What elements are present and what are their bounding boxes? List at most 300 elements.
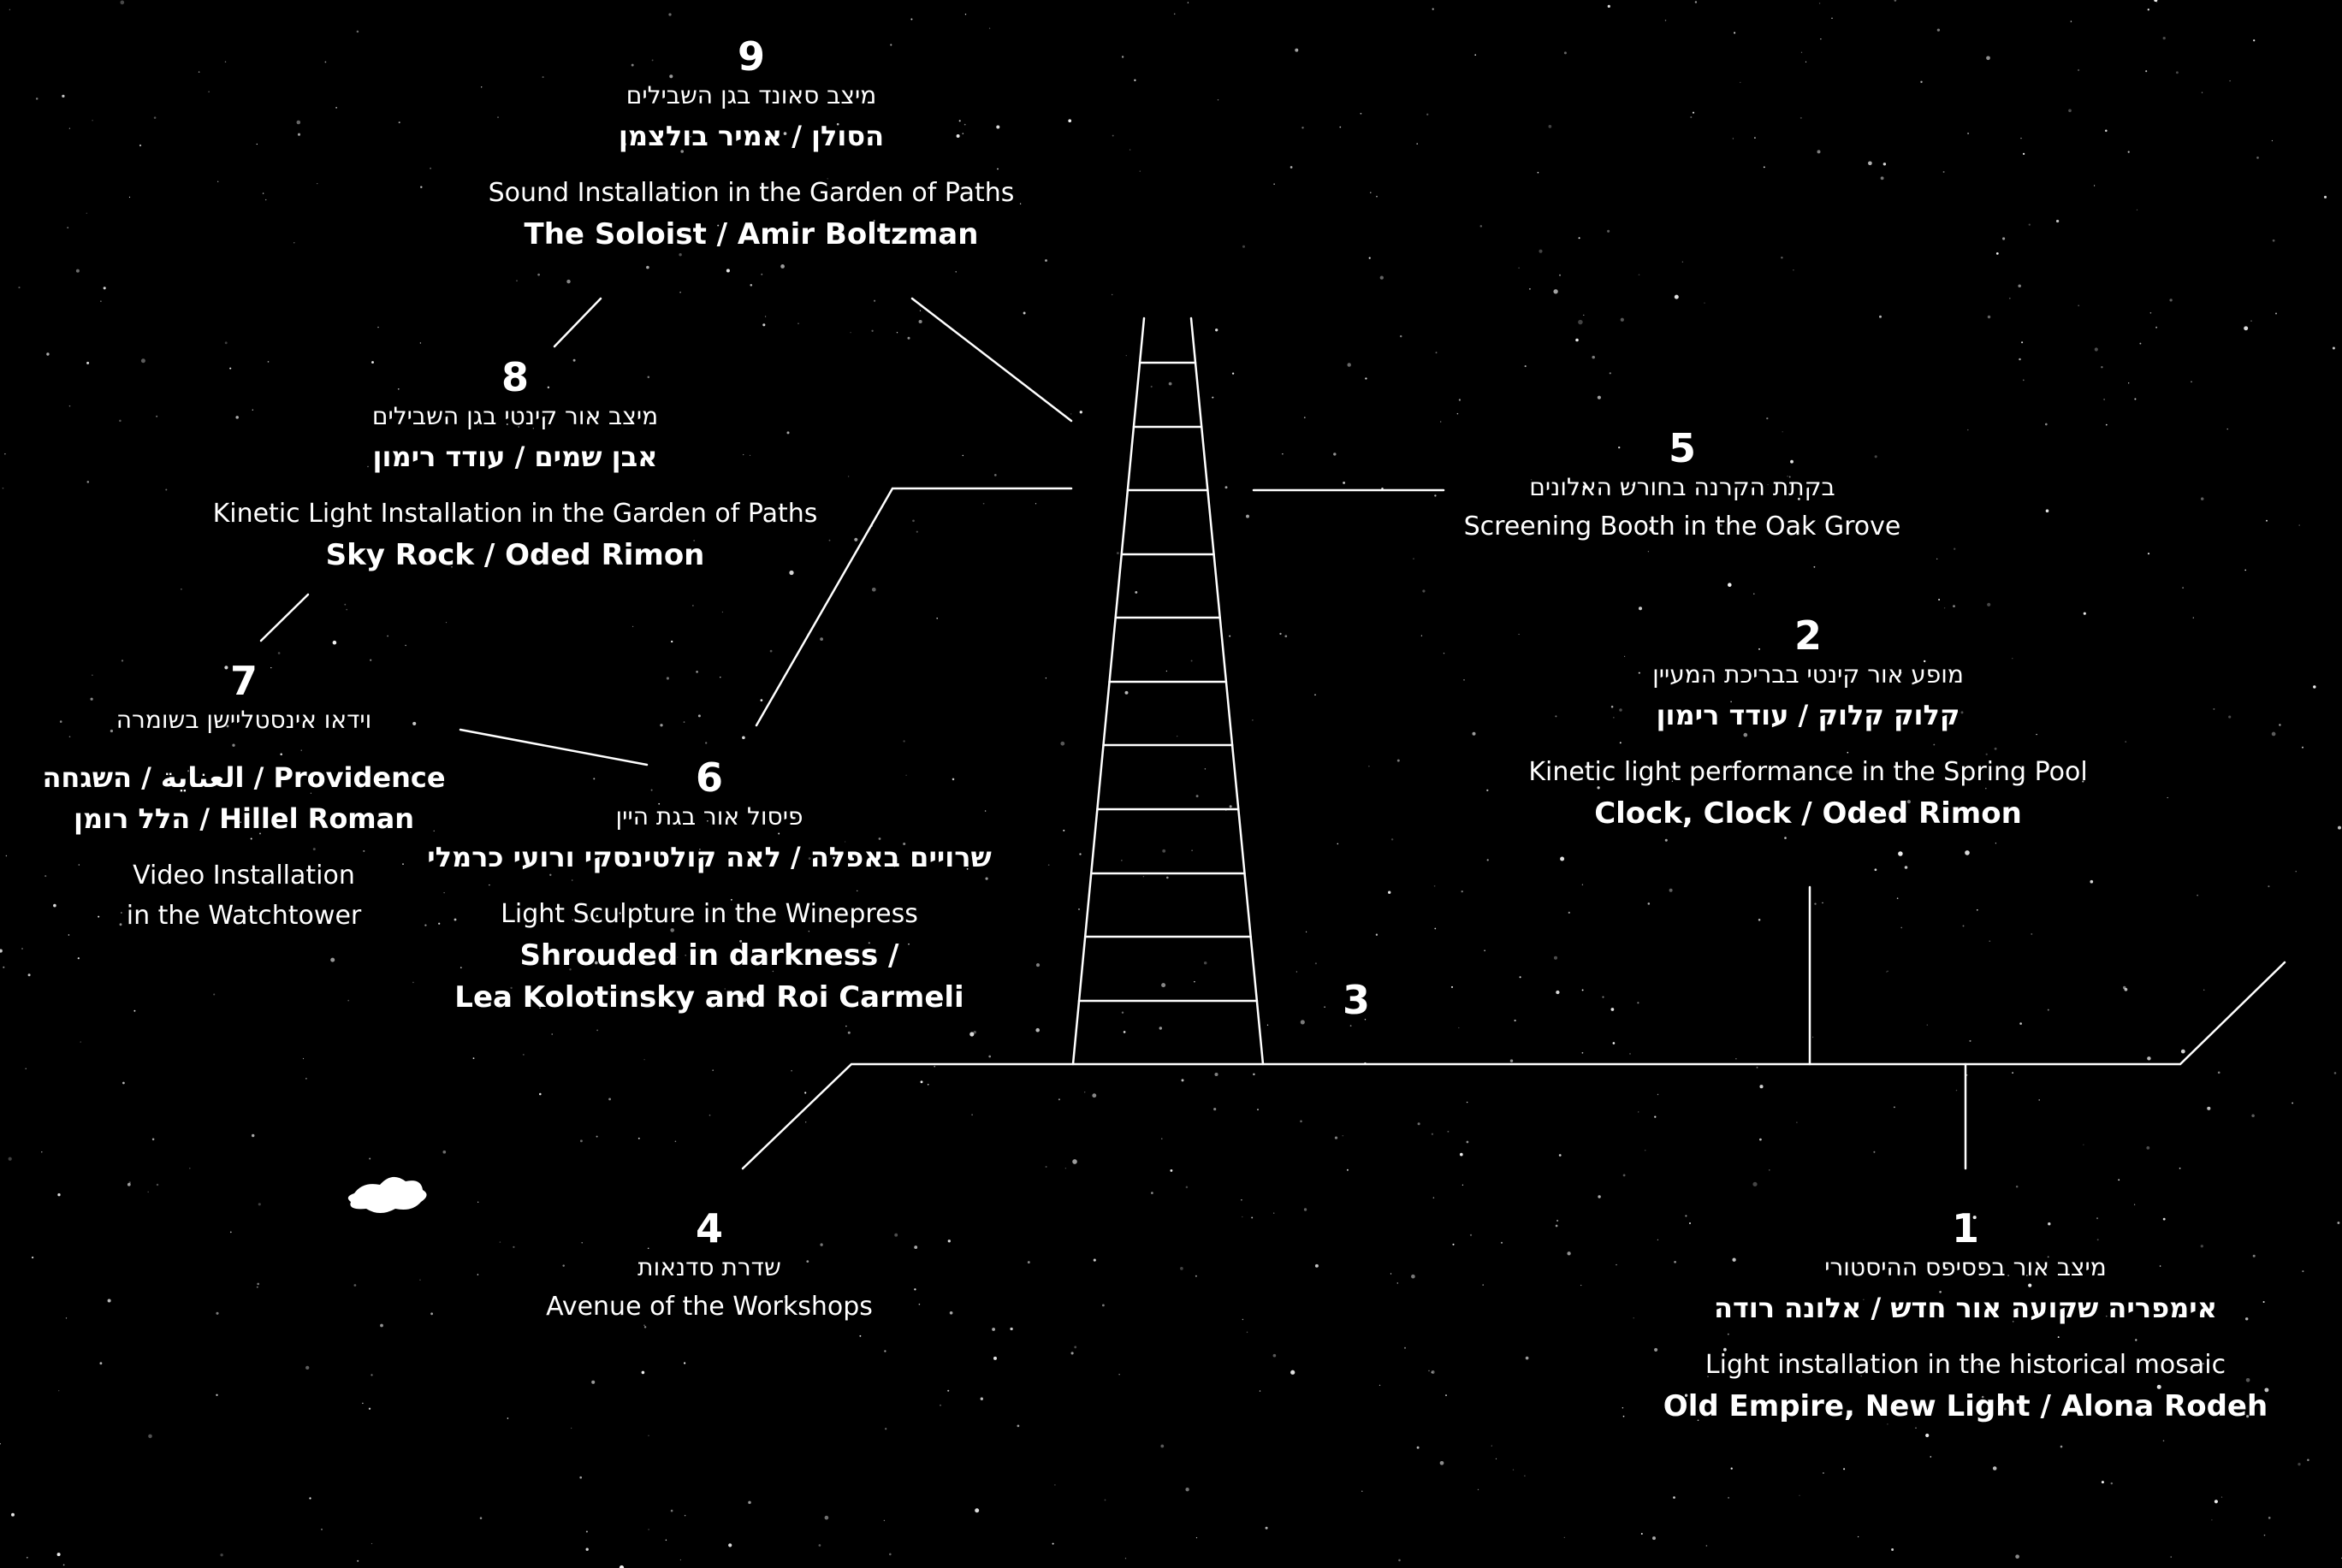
star-speck <box>86 362 89 364</box>
star-speck <box>956 271 957 272</box>
star-speck <box>632 626 633 627</box>
star-speck <box>1166 877 1169 879</box>
star-speck <box>596 1030 598 1032</box>
star-speck <box>1170 1169 1172 1172</box>
star-speck <box>1135 591 1137 594</box>
star-speck <box>1460 1153 1463 1157</box>
star-speck <box>1246 515 1249 518</box>
star-speck <box>2016 1186 2019 1188</box>
stop-english-work: Old Empire, New Light / Alona Rodeh <box>1663 1388 2268 1423</box>
star-speck <box>1390 1273 1391 1274</box>
star-speck <box>480 1517 483 1519</box>
star-speck <box>1858 1536 1859 1537</box>
star-speck <box>305 1078 306 1079</box>
star-speck <box>1639 606 1642 610</box>
star-speck <box>537 274 540 276</box>
stop-number: 6 <box>695 754 724 801</box>
star-speck <box>2333 346 2335 349</box>
star-speck <box>298 133 300 136</box>
star-speck <box>2146 1146 2149 1150</box>
star-speck <box>67 227 68 228</box>
star-speck <box>696 671 698 673</box>
star-speck <box>591 1381 595 1384</box>
stop-3 <box>1343 979 1370 1021</box>
star-speck <box>1977 909 1978 911</box>
star-speck <box>1578 320 1583 325</box>
star-speck <box>1273 184 1274 185</box>
star-speck <box>1621 318 1624 322</box>
star-speck <box>1886 971 1887 972</box>
star-speck <box>2095 347 2098 351</box>
star-speck <box>1462 891 1463 892</box>
star-speck <box>257 144 258 145</box>
star-speck <box>1213 1108 1216 1110</box>
star-speck <box>2029 223 2031 225</box>
stop-hebrew-work: Providence / العناية / השגחה <box>42 761 446 795</box>
connector-8 <box>261 595 308 641</box>
star-speck <box>1793 269 1794 270</box>
star-speck <box>2078 305 2079 306</box>
star-speck <box>1629 1053 1631 1055</box>
star-speck <box>2266 520 2268 522</box>
star-speck <box>2150 312 2152 314</box>
star-speck <box>845 1026 846 1027</box>
star-speck <box>477 1274 479 1275</box>
stop-number: 5 <box>1668 425 1696 471</box>
star-speck <box>1654 1348 1657 1352</box>
star-speck <box>2197 895 2198 896</box>
star-speck <box>154 116 157 119</box>
star-speck <box>1196 1537 1197 1538</box>
star-speck <box>1943 171 1945 173</box>
stop-hebrew-title: מיצב אור בפסיפס ההיסטורי <box>1824 1253 2107 1282</box>
star-speck <box>119 420 122 423</box>
star-speck <box>1397 1282 1398 1283</box>
star-speck <box>2279 724 2280 725</box>
star-speck <box>1637 1002 1639 1003</box>
star-speck <box>1963 925 1965 926</box>
star-speck <box>1487 859 1489 861</box>
star-speck <box>1693 112 1694 114</box>
star-speck <box>1045 259 1047 262</box>
star-speck <box>420 342 421 343</box>
star-speck <box>442 1151 446 1154</box>
star-speck <box>57 1553 61 1556</box>
star-speck <box>335 107 337 109</box>
star-speck <box>1881 176 1884 180</box>
star-speck <box>928 1084 929 1086</box>
star-speck <box>2211 1519 2212 1520</box>
star-speck <box>1996 252 1999 255</box>
star-speck <box>258 1203 261 1205</box>
star-speck <box>1639 274 1640 275</box>
star-speck <box>666 1540 667 1541</box>
star-speck <box>412 982 414 984</box>
star-speck <box>1215 328 1218 331</box>
star-speck <box>325 62 327 63</box>
star-speck <box>2019 358 2021 361</box>
star-speck <box>1048 864 1050 866</box>
star-speck <box>660 724 662 726</box>
star-speck <box>1559 275 1561 276</box>
star-speck <box>2105 130 2108 133</box>
star-speck <box>523 1054 525 1056</box>
star-speck <box>994 474 997 476</box>
star-speck <box>1284 635 1287 637</box>
star-speck <box>62 95 64 98</box>
star-speck <box>263 192 264 193</box>
stop-hebrew-title: בקתת הקרנה בחורש האלונים <box>1529 473 1835 502</box>
star-speck <box>57 1193 60 1196</box>
star-speck <box>1253 1074 1254 1075</box>
star-speck <box>2068 109 2072 112</box>
star-speck <box>1784 837 1787 839</box>
star-speck <box>1337 843 1339 845</box>
star-speck <box>1122 1011 1124 1013</box>
star-speck <box>481 86 482 87</box>
stop-english-title: Light Sculpture in the Winepress <box>501 899 918 930</box>
star-speck <box>2244 570 2246 571</box>
star-speck <box>1463 679 1464 680</box>
star-speck <box>220 1553 222 1556</box>
star-speck <box>148 1435 152 1439</box>
star-speck <box>1695 1 1697 3</box>
star-speck <box>446 622 447 623</box>
star-speck <box>936 618 938 619</box>
star-speck <box>1350 1025 1352 1027</box>
star-speck <box>1613 1042 1616 1044</box>
star-speck <box>1823 1472 1824 1474</box>
star-speck <box>1986 56 1990 60</box>
stop-hebrew-work: אימפריה שקועה אור חדש / אלונה רודה <box>1713 1292 2218 1325</box>
star-speck <box>712 1069 714 1071</box>
star-speck <box>1887 971 1888 972</box>
star-speck <box>1036 963 1040 967</box>
stop-number: 2 <box>1794 612 1822 659</box>
star-speck <box>698 714 701 717</box>
star-speck <box>1733 138 1734 139</box>
star-speck <box>362 1403 363 1404</box>
star-speck <box>1422 589 1425 592</box>
star-speck <box>305 1366 309 1370</box>
star-speck <box>1474 54 1476 56</box>
star-speck <box>2275 312 2277 314</box>
star-speck <box>871 330 873 332</box>
star-speck <box>1391 838 1393 840</box>
star-speck <box>2128 151 2130 152</box>
star-speck <box>1232 372 1234 374</box>
star-speck <box>1398 1559 1401 1562</box>
star-speck <box>1094 1259 1096 1262</box>
star-speck <box>1315 1264 1319 1268</box>
star-speck <box>1812 1037 1813 1038</box>
star-speck <box>139 145 141 146</box>
star-speck <box>1965 850 1970 855</box>
star-speck <box>685 1515 686 1517</box>
star-speck <box>1241 1199 1242 1200</box>
star-speck <box>1731 1468 1733 1470</box>
star-speck <box>820 637 823 641</box>
star-speck <box>2163 1441 2165 1442</box>
star-speck <box>2048 1009 2049 1011</box>
star-speck <box>1491 1446 1492 1447</box>
star-speck <box>1195 1275 1197 1277</box>
star-speck <box>1397 760 1400 762</box>
star-speck <box>156 416 157 417</box>
star-speck <box>2139 343 2141 345</box>
star-speck <box>1162 849 1165 853</box>
star-speck <box>1282 453 1283 454</box>
star-speck <box>1140 170 1141 171</box>
star-speck <box>1212 397 1213 399</box>
star-speck <box>2031 933 2032 935</box>
star-speck <box>642 1371 645 1375</box>
star-speck <box>667 677 669 679</box>
star-speck <box>1820 38 1821 39</box>
star-speck <box>1894 1106 1895 1108</box>
star-speck <box>1102 1304 1105 1306</box>
star-speck <box>1273 1354 1277 1358</box>
star-speck <box>680 1559 681 1560</box>
star-speck <box>1623 1416 1625 1417</box>
star-speck <box>213 993 215 995</box>
star-speck <box>646 266 649 269</box>
star-speck <box>380 1324 383 1328</box>
star-speck <box>1230 805 1232 808</box>
star-speck <box>1434 494 1436 496</box>
star-speck <box>199 71 200 73</box>
star-speck <box>1752 1182 1757 1186</box>
star-speck <box>2215 1500 2218 1503</box>
star-speck <box>69 127 70 128</box>
star-speck <box>1690 116 1692 118</box>
star-speck <box>679 292 681 293</box>
star-speck <box>1314 694 1316 695</box>
star-speck <box>1987 603 1990 606</box>
star-speck <box>1117 552 1119 554</box>
star-speck <box>2256 157 2259 159</box>
star-speck <box>742 736 745 739</box>
star-speck <box>1072 1159 1077 1164</box>
star-speck <box>1529 288 1531 290</box>
star-speck <box>819 1544 821 1547</box>
star-speck <box>975 1508 979 1512</box>
star-speck <box>1295 49 1298 52</box>
star-speck <box>1575 339 1579 342</box>
stop-hebrew-title: וידאו אינסטליישן בשומרה <box>116 706 372 735</box>
star-speck <box>2094 185 2095 186</box>
star-speck <box>762 323 765 326</box>
star-speck <box>1301 1020 1305 1024</box>
star-speck <box>1060 742 1064 746</box>
star-speck <box>1559 1154 1562 1157</box>
star-speck <box>2155 327 2157 328</box>
star-speck <box>1143 876 1144 877</box>
star-speck <box>1579 237 1580 239</box>
star-speck <box>1478 1489 1479 1490</box>
star-speck <box>1273 1212 1274 1213</box>
star-speck <box>1801 52 1802 53</box>
star-speck <box>692 605 693 606</box>
star-speck <box>1657 1094 1658 1095</box>
star-speck <box>1225 486 1228 488</box>
star-speck <box>1161 983 1165 987</box>
star-speck <box>1078 908 1080 910</box>
stop-number: 1 <box>1951 1205 1980 1251</box>
star-speck <box>1510 1059 1513 1062</box>
star-speck <box>2228 716 2231 719</box>
tower-rungs <box>1079 363 1257 1001</box>
star-speck <box>1267 1025 1268 1026</box>
star-speck <box>1608 5 1610 8</box>
star-speck <box>850 332 851 333</box>
star-speck <box>2292 1103 2293 1104</box>
star-speck <box>1598 1195 1600 1198</box>
stop-hebrew-work: שרויים באפלה / לאה קולטינסקי ורועי כרמלי <box>427 841 992 874</box>
star-speck <box>2179 1168 2181 1169</box>
star-speck <box>2253 39 2255 41</box>
stop-number: 3 <box>1342 977 1371 1023</box>
star-speck <box>1467 1141 1469 1144</box>
star-speck <box>1925 1434 1929 1437</box>
star-speck <box>1151 1192 1153 1194</box>
star-speck <box>1969 1040 1971 1042</box>
star-speck <box>333 641 337 645</box>
stop-hebrew-title: שדרת סדנאות <box>637 1253 781 1282</box>
star-speck <box>1556 1220 1558 1222</box>
star-speck <box>1598 396 1601 399</box>
star-speck <box>1993 1466 1997 1470</box>
star-speck <box>1873 1151 1875 1153</box>
stop-english-work: Shrouded in darkness / <box>519 938 899 973</box>
star-speck <box>129 197 130 198</box>
star-speck <box>1023 312 1026 315</box>
star-speck <box>2302 747 2303 748</box>
star-speck <box>189 1168 191 1169</box>
star-speck <box>1432 1133 1433 1135</box>
star-speck <box>2298 1463 2300 1465</box>
star-speck <box>1817 150 1821 153</box>
star-speck <box>1451 986 1453 988</box>
star-speck <box>293 242 294 243</box>
star-speck <box>330 958 335 962</box>
star-speck <box>894 1234 898 1237</box>
star-speck <box>1080 411 1082 413</box>
star-speck <box>1447 1131 1449 1133</box>
star-speck <box>889 1553 892 1556</box>
star-speck <box>608 1098 611 1100</box>
star-speck <box>225 341 228 344</box>
star-speck <box>1648 551 1649 552</box>
star-speck <box>1169 382 1172 386</box>
star-speck <box>0 1443 1 1445</box>
star-speck <box>2337 1222 2339 1224</box>
star-speck <box>638 1138 640 1139</box>
star-speck <box>1514 1020 1515 1021</box>
star-speck <box>100 300 102 302</box>
star-speck <box>1652 1536 1656 1540</box>
connector-9 <box>912 299 1071 421</box>
star-speck <box>1301 127 1303 128</box>
stop-number: 8 <box>501 354 529 400</box>
star-speck <box>420 186 422 187</box>
star-speck <box>99 1362 102 1364</box>
star-speck <box>804 1092 806 1093</box>
star-speck <box>1728 1497 1729 1499</box>
star-speck <box>1567 1251 1570 1255</box>
star-speck <box>1151 386 1153 388</box>
star-speck <box>1185 1488 1189 1491</box>
star-speck <box>1538 172 1539 174</box>
star-speck <box>58 1390 59 1391</box>
star-speck <box>1434 885 1436 887</box>
star-speck <box>2202 92 2203 93</box>
star-speck <box>1361 1491 1362 1492</box>
star-speck <box>303 1058 304 1059</box>
star-speck <box>1052 1543 1054 1545</box>
star-speck <box>709 1115 711 1116</box>
star-speck <box>387 636 388 637</box>
star-speck <box>1186 1186 1189 1189</box>
star-speck <box>133 1010 135 1012</box>
stop-5 <box>1463 425 1901 547</box>
star-speck <box>1247 1332 1248 1333</box>
star-speck <box>1883 163 1886 165</box>
star-speck <box>2012 1072 2013 1074</box>
star-speck <box>2324 196 2327 198</box>
star-speck <box>252 1134 254 1137</box>
star-speck <box>2193 617 2194 618</box>
stop-english-title: Kinetic Light Installation in the Garden of Paths <box>212 499 818 530</box>
star-speck <box>950 1311 953 1315</box>
star-speck <box>1432 1370 1435 1374</box>
star-speck <box>1897 897 1899 899</box>
star-speck <box>9 1157 12 1161</box>
star-speck <box>1796 1121 1797 1122</box>
star-speck <box>1166 671 1167 672</box>
star-speck <box>2134 1204 2135 1205</box>
star-speck <box>1518 634 1519 635</box>
star-speck <box>405 645 406 646</box>
star-speck <box>69 405 71 407</box>
star-speck <box>971 1114 973 1115</box>
star-speck <box>1365 377 1367 379</box>
star-speck <box>1556 991 1559 994</box>
star-speck <box>2250 320 2251 321</box>
star-speck <box>1831 18 1832 19</box>
star-speck <box>1735 1058 1736 1059</box>
star-speck <box>1028 1261 1030 1263</box>
star-speck <box>1347 363 1350 366</box>
star-speck <box>872 588 876 592</box>
star-speck <box>141 358 145 363</box>
star-speck <box>1582 989 1584 991</box>
star-speck <box>1988 316 1990 318</box>
star-speck <box>579 1476 582 1479</box>
star-speck <box>825 1516 829 1520</box>
star-speck <box>147 1192 149 1193</box>
star-speck <box>4 453 6 455</box>
stop-artist: Hillel Roman / הלל רומן <box>73 802 415 836</box>
star-speck <box>596 1136 598 1138</box>
star-speck <box>2229 80 2230 81</box>
star-speck <box>1525 365 1527 367</box>
star-speck <box>1758 919 1761 921</box>
star-speck <box>2009 298 2011 299</box>
star-speck <box>1369 257 1371 258</box>
star-speck <box>1124 1031 1126 1033</box>
star-speck <box>1953 605 1955 607</box>
